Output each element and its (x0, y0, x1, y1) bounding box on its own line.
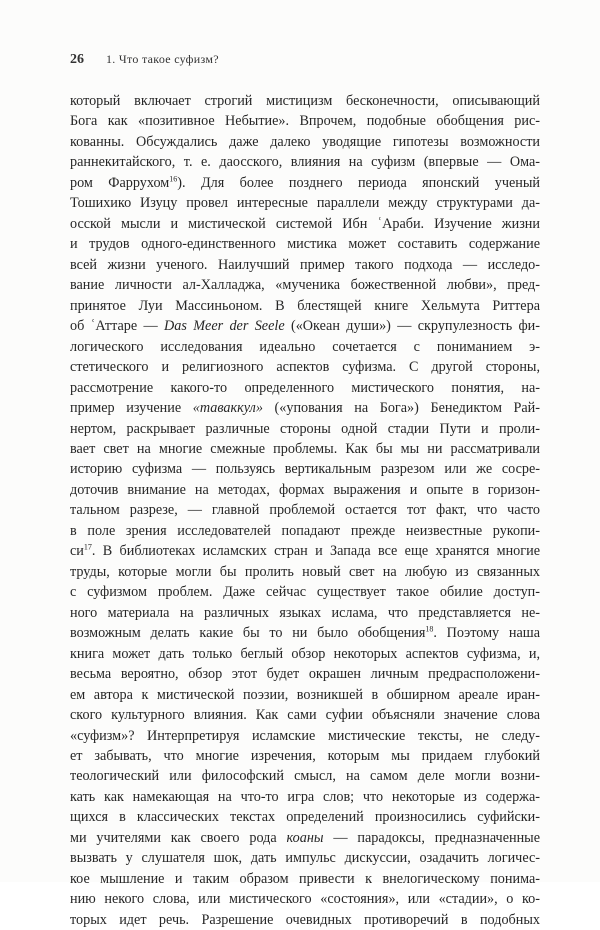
text-line: теологический или философский смысл, на самом деле могли возни- (70, 768, 540, 785)
text-line: Тошихико Изуцу провел интересные параллели между структурами да- (70, 195, 540, 212)
text-line: ем автора к мистической поэзии, возникшей в обширном ареале иран- (70, 686, 540, 703)
text-line: кать как намекающая на что-то игра слов; что некоторые из содержа- (70, 788, 540, 805)
running-head: 1. Что такое суфизм? (106, 52, 219, 66)
text-line (70, 398, 540, 418)
text-line: вает свет на многие смежные проблемы. Как бы мы ни рассматривали (70, 440, 540, 457)
footnote-ref[interactable]: 16 (169, 174, 178, 184)
text-line: рассмотрение какого-то определенного мистического понятия, на- (70, 379, 540, 396)
text-line: который включает строгий мистицизм бесконечности, описывающий (70, 93, 540, 109)
text-line: вызвать у слушателя шок, дать импульс дискуссии, озадачить логичес- (70, 850, 540, 867)
term-italic: коаны (286, 829, 324, 846)
footnote-ref[interactable]: 17 (83, 542, 92, 552)
text-fragment: («Океан души») — скрупулезность фи- (284, 318, 540, 335)
text-fragment: си (70, 543, 84, 560)
text-line: нию некого слова, или мистического «состояния», или «стадии», о ко- (70, 891, 540, 908)
text-line: историю суфизма — пользуясь вертикальным разрезом или же сосре- (70, 461, 540, 478)
text-fragment: ). Для более позднего периода японский ученый (177, 174, 540, 191)
text-line: весьма вероятно, обзор этот будет окрашен личным предрасположени- (70, 666, 540, 683)
text-line: кованны. Обсуждались даже далеко уводящие гипотезы возможности (70, 133, 540, 150)
term-italic: «таваккул» (192, 400, 263, 417)
text-fragment: . Поэтому наша (433, 625, 541, 642)
text-line: всей жизни ученого. Наилучший пример такого подхода — исследо- (70, 256, 540, 273)
footnote-ref[interactable]: 18 (425, 624, 434, 634)
text-fragment: ми учителями как своего рода (70, 829, 287, 846)
text-line: щихся в классических текстах определений произносились суфийски- (70, 809, 540, 826)
text-fragment: возможным делать какие бы то ни было обобщения (70, 625, 426, 642)
text-line: стетического и религиозного аспектов суфизма. С другой стороны, (70, 359, 540, 376)
text-line: раннекитайского, т. е. даосского, влияния на суфизм (впервые — Ома- (70, 154, 540, 171)
page-header (70, 50, 530, 68)
text-line: в поле зрения исследователей попадают прежде неизвестные рукопи- (70, 522, 540, 539)
book-title: Das Meer der Seele (164, 318, 285, 335)
text-line: Бога как «позитивное Небытие». Впрочем, подобные обобщения рис- (70, 113, 540, 130)
text-line: логического исследования идеально сочетается с пониманием э- (70, 338, 540, 355)
text-line: доточив внимание на методах, формах выражения и опыте в горизон- (70, 481, 540, 498)
page-number: 26 (70, 52, 84, 67)
text-line (70, 173, 540, 193)
text-line: осской мысли и мистической системой Ибн ʿАраби. Изучение жизни (70, 215, 540, 232)
text-line: тальном разрезе, — главной проблемой остается тот факт, что часто (70, 502, 540, 519)
text-line: вание личности ал-Халладжа, «мученика божественной любви», пред- (70, 277, 540, 294)
text-line: нертом, раскрывает различные стороны одной стадии Пути и проли- (70, 420, 540, 437)
text-line: торых идет речь. Разрешение очевидных противоречий в подобных (70, 911, 540, 928)
text-line: книга может дать только беглый обзор некоторых аспектов суфизма, и, (70, 645, 540, 662)
text-line: ного материала на различных языках ислама, что представляется не- (70, 604, 540, 621)
text-fragment: пример изучение (70, 400, 193, 417)
text-line (70, 541, 540, 561)
text-line: кое мышление и таким образом привести к внелогическому понима- (70, 870, 540, 887)
text-line (70, 623, 540, 643)
text-fragment: об ʿАттаре — (70, 318, 165, 335)
text-line (70, 316, 540, 336)
text-line (70, 828, 540, 848)
text-line: «суфизм»? Интерпретируя исламские мистические тексты, не следу- (70, 727, 540, 744)
text-line: ет забывать, что многие изречения, которым мы придаем глубокий (70, 748, 540, 764)
text-fragment: . В библиотеках исламских стран и Запада все еще хранятся многие (91, 543, 540, 560)
text-fragment: — парадоксы, предназначенные (323, 829, 541, 846)
text-line: и трудов одного-единственного мистика может составить содержание (70, 236, 540, 253)
text-line: принятое Луи Массиньоном. В блестящей книге Хельмута Риттера (70, 297, 540, 314)
text-line: ского культурного влияния. Как сами суфии объясняли значение слова (70, 707, 540, 724)
text-line: труды, которые могли бы пролить новый свет на любую из связанных (70, 563, 540, 580)
text-fragment: ром Фаррухом (70, 174, 170, 191)
text-fragment: («упования на Бога») Бенедиктом Рай- (262, 400, 540, 417)
text-line: с суфизмом проблем. Даже сейчас существует такое обилие доступ- (70, 584, 540, 601)
body-text (70, 91, 540, 930)
